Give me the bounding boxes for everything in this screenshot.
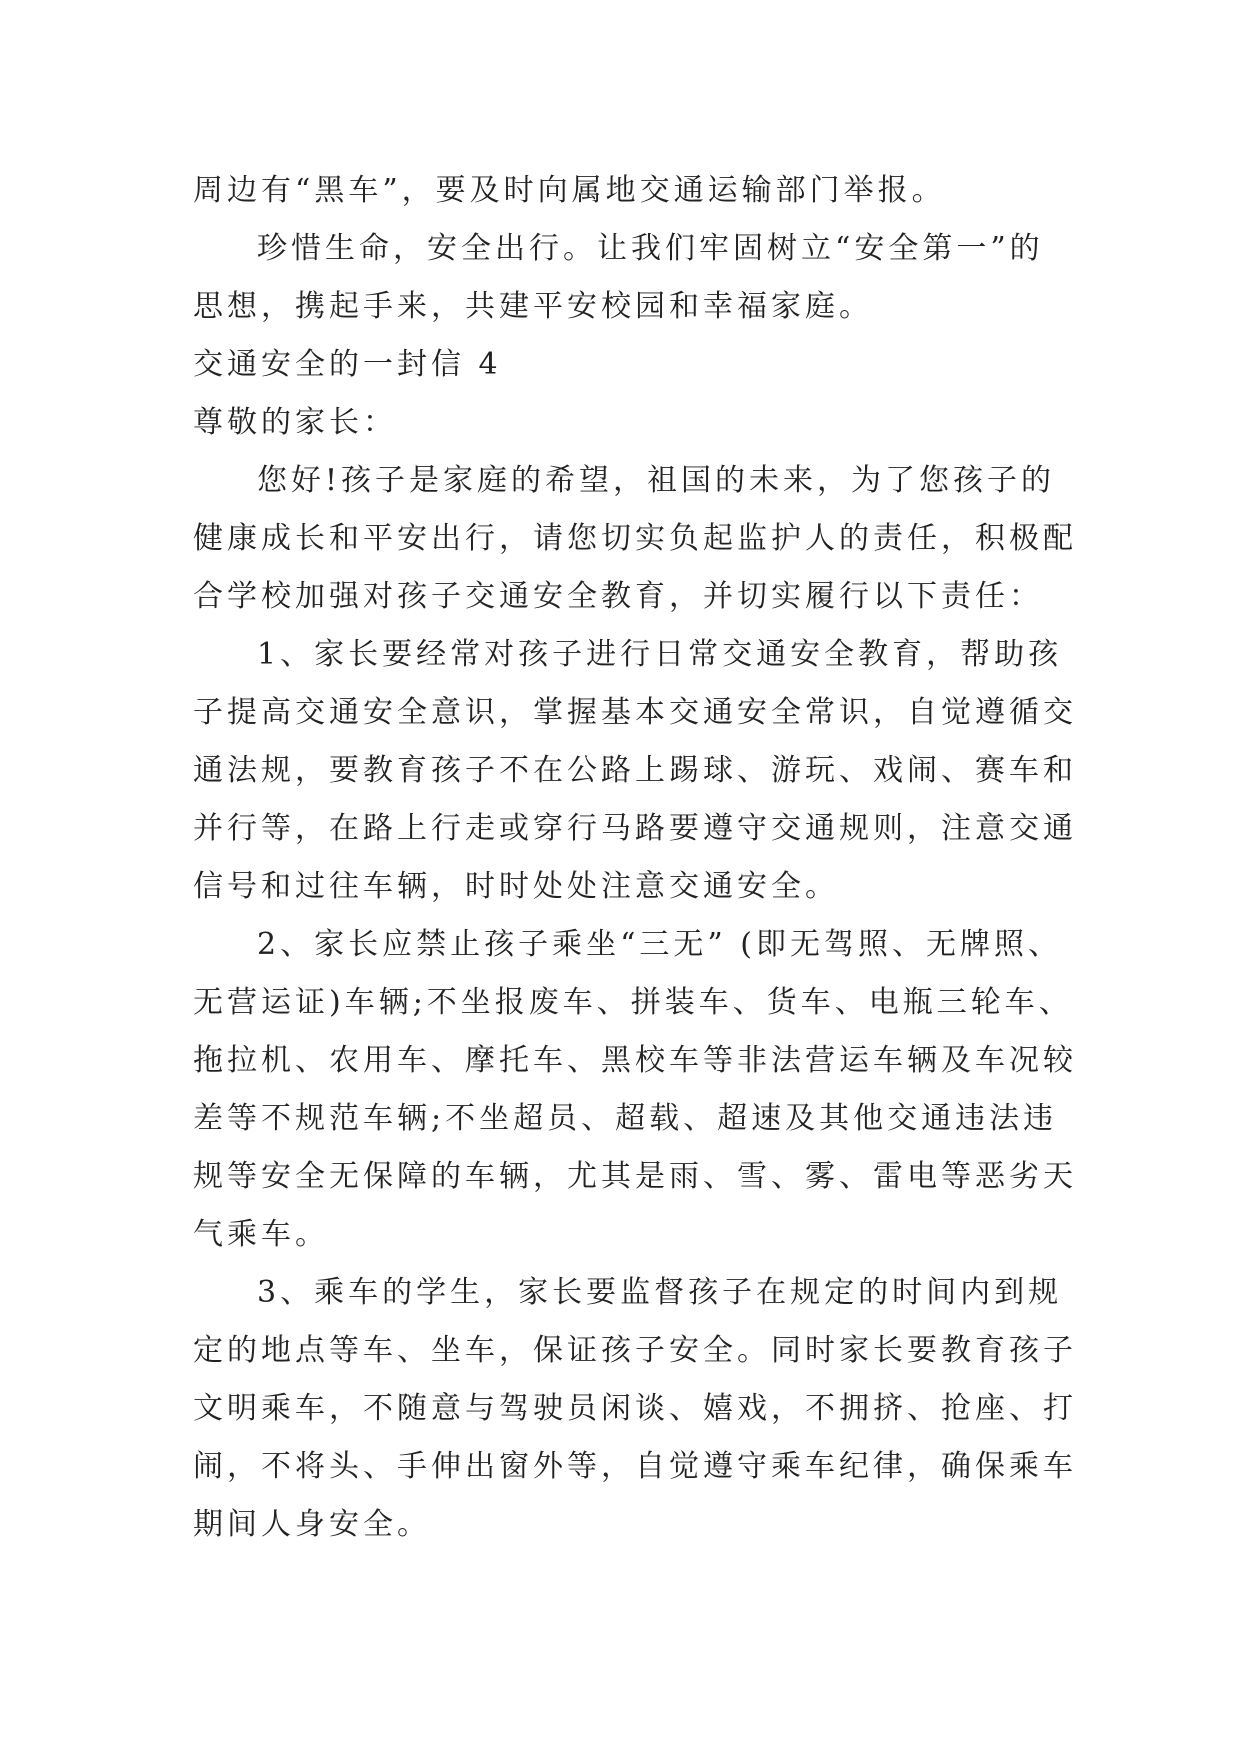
text-line: 定的地点等车、坐车，保证孩子安全。同时家长要教育孩子 bbox=[193, 1333, 1077, 1368]
text-line: 通法规，要教育孩子不在公路上踢球、游玩、戏闹、赛车和 bbox=[193, 753, 1077, 788]
text-line: 并行等，在路上行走或穿行马路要遵守交通规则，注意交通 bbox=[193, 811, 1077, 846]
text-line: 拖拉机、农用车、摩托车、黑校车等非法营运车辆及车况较 bbox=[193, 1043, 1077, 1078]
salutation: 尊敬的家长： bbox=[193, 405, 397, 440]
text-line: 1、家长要经常对孩子进行日常交通安全教育，帮助孩 bbox=[257, 637, 1063, 672]
text-line: 规等安全无保障的车辆，尤其是雨、雪、雾、雷电等恶劣天 bbox=[193, 1159, 1077, 1194]
text-line: 健康成长和平安出行，请您切实负起监护人的责任，积极配 bbox=[193, 521, 1077, 556]
text-line: 气乘车。 bbox=[193, 1217, 329, 1252]
text-line: 闹，不将头、手伸出窗外等，自觉遵守乘车纪律，确保乘车 bbox=[193, 1449, 1077, 1484]
text-line: 思想，携起手来，共建平安校园和幸福家庭。 bbox=[193, 289, 873, 324]
text-line: 无营运证)车辆;不坐报废车、拼装车、货车、电瓶三轮车、 bbox=[193, 985, 1073, 1020]
section-heading: 交通安全的一封信 4 bbox=[193, 347, 502, 382]
text-line: 周边有“黑车”，要及时向属地交通运输部门举报。 bbox=[193, 173, 946, 208]
text-line: 差等不规范车辆;不坐超员、超载、超速及其他交通违法违 bbox=[193, 1101, 1058, 1136]
text-line: 子提高交通安全意识，掌握基本交通安全常识，自觉遵循交 bbox=[193, 695, 1077, 730]
text-line: 您好!孩子是家庭的希望，祖国的未来，为了您孩子的 bbox=[257, 463, 1056, 498]
document-page bbox=[193, 162, 1077, 1554]
text-line: 期间人身安全。 bbox=[193, 1507, 431, 1542]
text-line: 文明乘车，不随意与驾驶员闲谈、嬉戏，不拥挤、抢座、打 bbox=[193, 1391, 1077, 1426]
text-line: 3、乘车的学生，家长要监督孩子在规定的时间内到规 bbox=[257, 1275, 1063, 1310]
text-line: 珍惜生命，安全出行。让我们牢固树立“安全第一”的 bbox=[257, 231, 1044, 266]
text-line: 2、家长应禁止孩子乘坐“三无” (即无驾照、无牌照、 bbox=[257, 927, 1063, 962]
text-line: 合学校加强对孩子交通安全教育，并切实履行以下责任： bbox=[193, 579, 1043, 614]
text-line: 信号和过往车辆，时时处处注意交通安全。 bbox=[193, 869, 839, 904]
